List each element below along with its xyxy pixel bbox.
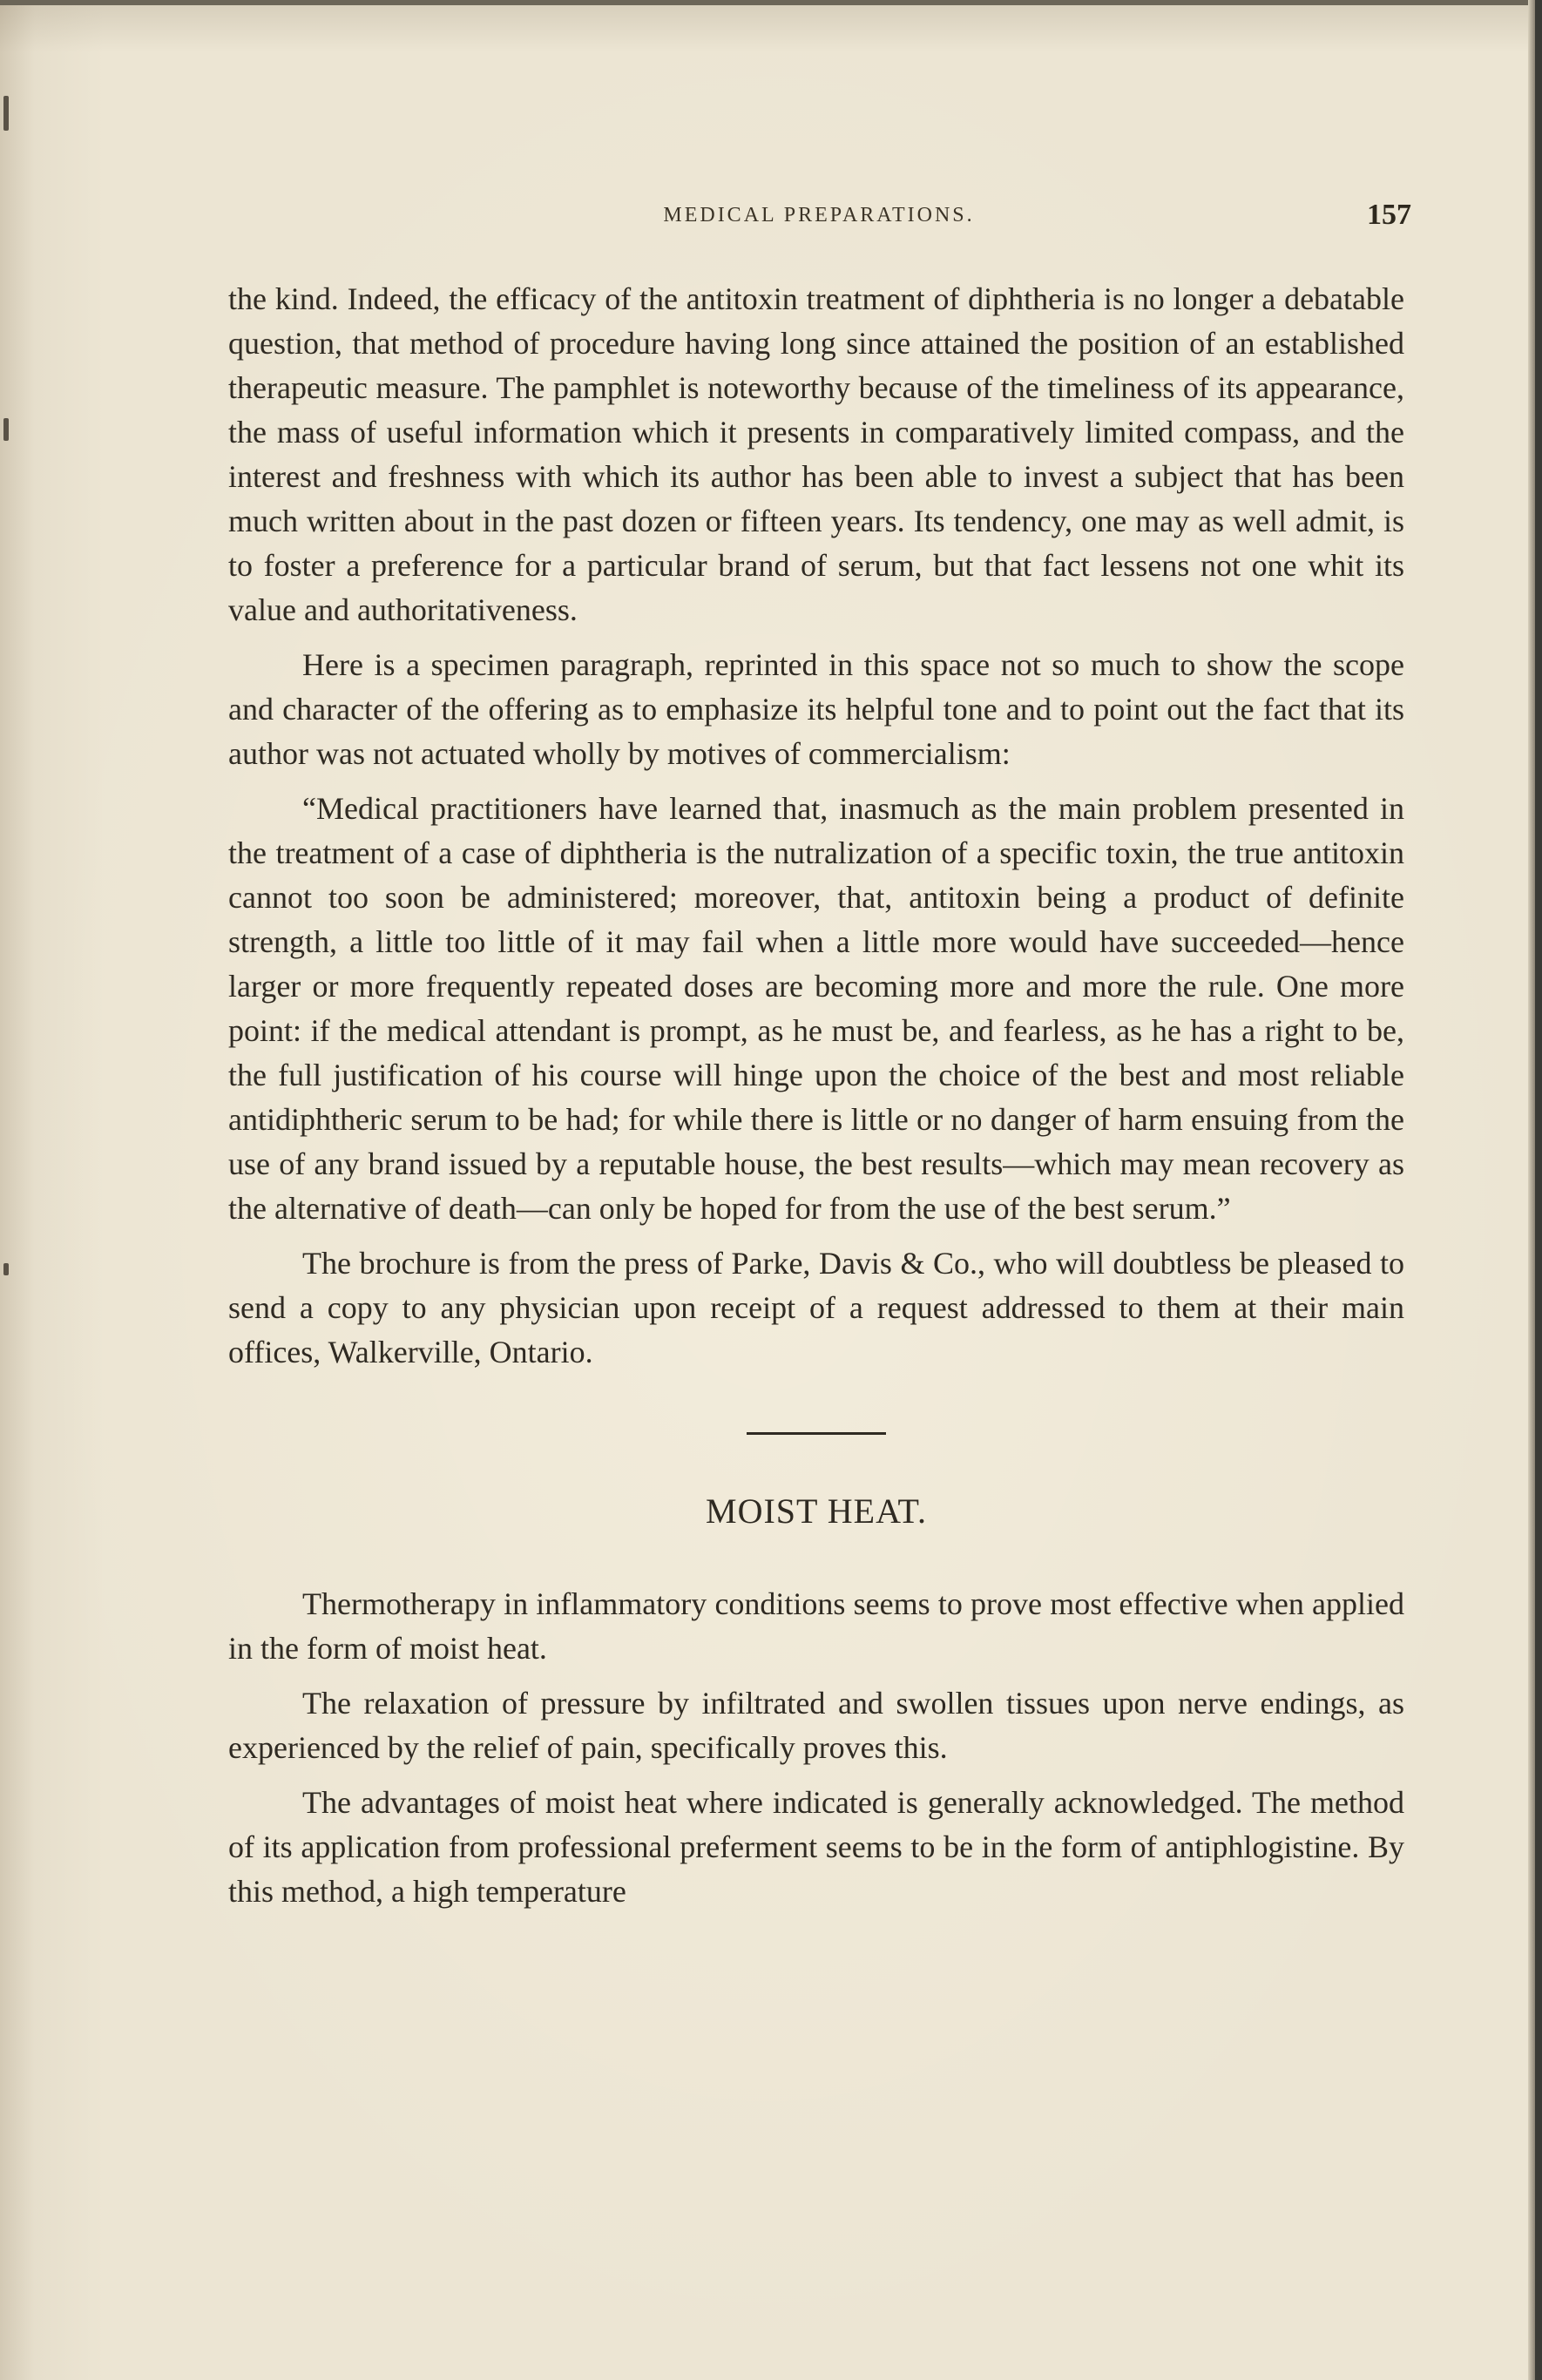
body-text: [228, 277, 1404, 1914]
paragraph: Here is a specimen paragraph, reprinted in this space not so much to show the scope and character of the offering as to emphasize its helpful tone and to point out the fact that its author was not actuated wholly by motives of commercialism:: [228, 647, 1404, 771]
running-head: [227, 199, 1411, 233]
paragraph: The brochure is from the press of Parke, Davis & Co., who will doubtless be pleased to send a copy to any physician upon receipt of a request addressed to them at their main offices, Walkerville, Ontario.: [228, 1246, 1404, 1369]
running-title: MEDICAL PREPARATIONS.: [663, 204, 975, 227]
page-number: 157: [1367, 199, 1411, 231]
margin-mark: [3, 96, 9, 131]
section-heading: MOIST HEAT.: [706, 1491, 927, 1531]
paragraph: The advantages of moist heat where indicated is generally acknowledged. The method of its application from professional preferment seems to be in the form of antiphlogistine. By this method, a high temperature: [228, 1785, 1404, 1909]
paragraph: The relaxation of pressure by infiltrated and swollen tissues upon nerve endings, as experienced by the relief of pain, specifically proves this.: [228, 1686, 1404, 1765]
page-right-edge: [1528, 0, 1535, 2380]
section-divider: [747, 1432, 886, 1435]
quoted-paragraph: “Medical practitioners have learned that, inasmuch as the main problem presented in the treatment of a case of diphtheria is the nutralization of a specific toxin, the true antitoxin cannot too soon be administered; moreover, that, antitoxin being a product of definite strength, a little too little of it may fail when a little more would have succeeded—hence larger or more frequently repeated doses are becoming more and more the rule. One more point: if the medical attendant is prompt, as he must be, and fearless, as he has a right to be, the full justification of his course will hinge upon the choice of the best and most reliable antidiphtheric serum to be had; for while there is little or no danger of harm ensuing from the use of any brand issued by a reputable house, the best results—which may mean recovery as the alternative of death—can only be hoped for from the use of the best serum.”: [228, 791, 1404, 1226]
page-top-edge: [0, 0, 1535, 5]
paragraph: the kind. Indeed, the efficacy of the antitoxin treatment of diphtheria is no longer a debatable question, that method of procedure having long since attained the position of an established therapeutic measure. The pamphlet is noteworthy because of the timeliness of its appearance, the mass of useful information which it presents in comparatively limited compass, and the interest and freshness with which its author has been able to invest a subject that has been much written about in the past dozen or fifteen years. Its tendency, one may as well admit, is to foster a preference for a particular brand of serum, but that fact lessens not one whit its value and authoritativeness.: [228, 281, 1404, 627]
paragraph: Thermotherapy in inflammatory conditions seems to prove most effective when applied in the form of moist heat.: [228, 1586, 1404, 1666]
margin-mark: [3, 418, 9, 441]
margin-mark: [3, 1263, 9, 1275]
